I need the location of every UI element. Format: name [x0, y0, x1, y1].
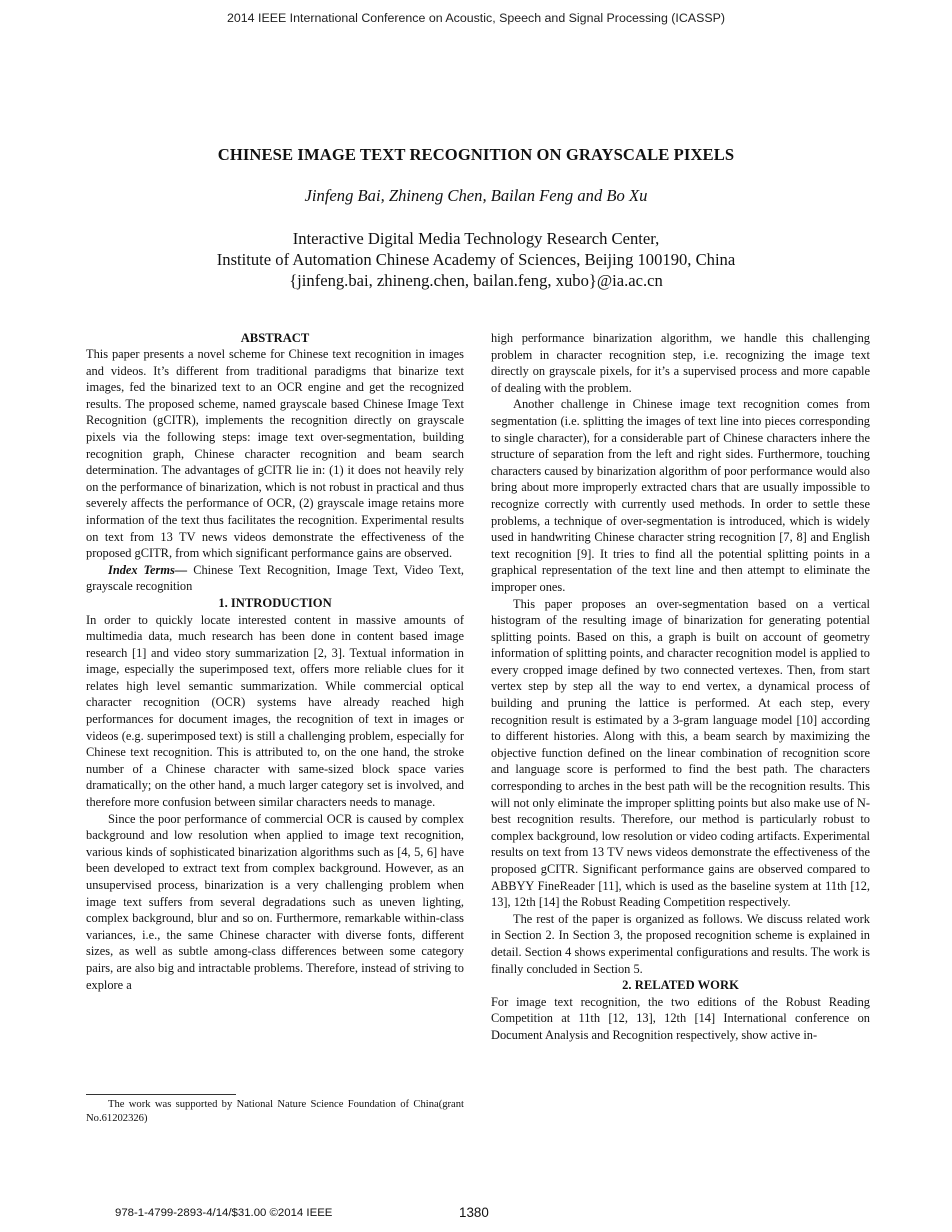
funding-footnote: The work was supported by National Nature Science Foundation of China(grant No.61202326): [86, 1099, 464, 1124]
related-work-paragraph-1: For image text recognition, the two editions of the Robust Reading Competition at 11th [12, 13], 12th [14] International conference on Document Analysis and Recognition respectively, show active in-: [491, 994, 870, 1042]
related-work-heading: 2. RELATED WORK: [622, 978, 739, 993]
affiliation-line-1: Interactive Digital Media Technology Research Center,: [292, 229, 660, 248]
intro-paragraph-2: Since the poor performance of commercial OCR is caused by complex background and low resolution when applied to image text recognition, various kinds of sophisticated binarization algorithms such as [4, 5, 6] have been developed to extract text from complex background. However, as an unsupervised process, binarization is a very challenging problem when image text suffers from several degradations such as uneven lighting, complex background, blur and so on. Furthermore, remarkable within-class variances, i.e., the same Chinese character with diverse fonts, different sizes, as well as subtle among-class differences between some category pairs, are also big and intractable problems. Therefore, instead of striving to explore a: [86, 811, 464, 992]
intro-paragraph-3: Another challenge in Chinese image text recognition comes from segmentation (i.e. splitting the images of text line into pieces corresponding to single character), for a considerable part of Chinese characters inhere the structure of separation from the left and right sides. Furthermore, touching characters caused by binarization algorithm of poor performance would also bring about more improperly extracted chars that are usually impossible to recognize correctly with currently used methods. In order to settle these problems, a technique of over-segmentation is introduced, which is widely used in handwriting Chinese character string recognition [7, 8] and English text recognition [9]. It tries to find all the potential splitting points in a graphical representation of the text line and then attempt to eliminate the improper ones.: [491, 397, 870, 594]
left-column: [86, 330, 464, 993]
abstract-body: This paper presents a novel scheme for Chinese text recognition in images and videos. It’s different from traditional paradigms that binarize text images, fed the binarized text to an OCR engine and get the recognized results. The proposed scheme, named grayscale based Chinese Image Text Recognition (gCITR), implements the recognition directly on grayscale pixels via the following steps: image text over-segmentation, building recognition graph, Chinese character recognition and beam search determination. The advantages of gCITR lie in: (1) it does not heavily rely on the performance of binarization, which is not robust in practical and thus severely affects the performance of OCR, (2) grayscale image retains more information of the text thus facilitates the recognition. Experimental results on text from 13 TV news videos demonstrate the effectiveness of the proposed gCITR, from which significant performance gains are observed.: [86, 347, 464, 561]
page-number: 1380: [459, 1205, 489, 1220]
abstract-heading: ABSTRACT: [240, 331, 310, 345]
intro-paragraph-1: In order to quickly locate interested content in massive amounts of multimedia data, much research has been done in content based image research [1] and video story summarization [2, 3]. Textual information in image, especially the superimposed text, offers more reliable clues for it relates high level semantic summarization. While commercial optical character recognition (OCR) systems have already reached high performances for document images, the recognition of text in images or videos (e.g. superimposed text) is still a challenging problem, especially for Chinese text recognition. This is attributed to, on the one hand, the stroke number of a Chinese character with same-sized block space varies dramatically; on the other hand, a much larger category set is involved, and therefore more confusion between similar characters needs to manage.: [86, 612, 464, 810]
index-terms-label: Index Terms—: [108, 562, 188, 577]
copyright-footer: 978-1-4799-2893-4/14/$31.00 ©2014 IEEE: [115, 1207, 333, 1219]
paper-title: CHINESE IMAGE TEXT RECOGNITION ON GRAYSCALE PIXELS: [217, 145, 735, 164]
introduction-heading: 1. INTRODUCTION: [218, 595, 332, 610]
intro-paragraph-4: This paper proposes an over-segmentation based on a vertical histogram of the resulting image of binarization for generating potential splitting points. Based on this, a graph is built on account of geometry information of splitting points, and character recognition model is applied to every cropped image defined by two connected vertexes. Then, from start vertex step by step all the way to end vertex, a dynamical process of building and pruning the lattice is performed. At each step, every recognition result is estimated by a 3-gram language model [10] according to different histories. Along with this, a beam search by maximizing the objective function defined on the linear combination of recognition score and language score is performed to find the best path. The characters corresponding to arches in the best path will be the recognition results. This will not only eliminate the improper splitting points but also make use of N-best recognition results. Therefore, our method is particularly robust to complex background, low resolution or video coding artifacts. Experimental results on text from 13 TV news videos demonstrate the effectiveness of the proposed gCITR. Significant performance gains are observed compared to ABBYY FineReader [11], which is used as the baseline system at 11th [12, 13], 12th [14] the Robust Reading Competition respectively.: [491, 596, 870, 910]
footnote-divider: [86, 1094, 236, 1095]
affiliation-line-2: Institute of Automation Chinese Academy of Sciences, Beijing 100190, China: [216, 250, 736, 269]
paper-authors: Jinfeng Bai, Zhineng Chen, Bailan Feng and Bo Xu: [304, 186, 648, 205]
index-terms-text: Chinese Text Recognition, Image Text, Video Text, grayscale recognition: [86, 562, 464, 594]
index-terms: [86, 562, 464, 595]
intro-paragraph-5: The rest of the paper is organized as follows. We discuss related work in Section 2. In Section 3, the proposed recognition scheme is explained in detail. Section 4 shows experimental configurations and results. The work is finally concluded in Section 5.: [491, 911, 870, 976]
right-column: [491, 330, 870, 1044]
conference-header: 2014 IEEE International Conference on Acoustic, Speech and Signal Processing (ICASSP): [227, 11, 725, 25]
intro-paragraph-2-continued: high performance binarization algorithm, we handle this challenging problem in character recognition step, i.e. recognizing the image text directly on grayscale pixels, for it’s a supervised process and more capable of dealing with the problem.: [491, 331, 870, 395]
author-emails: {jinfeng.bai, zhineng.chen, bailan.feng, xubo}@ia.ac.cn: [289, 271, 663, 290]
author-affiliation: [0, 228, 952, 291]
